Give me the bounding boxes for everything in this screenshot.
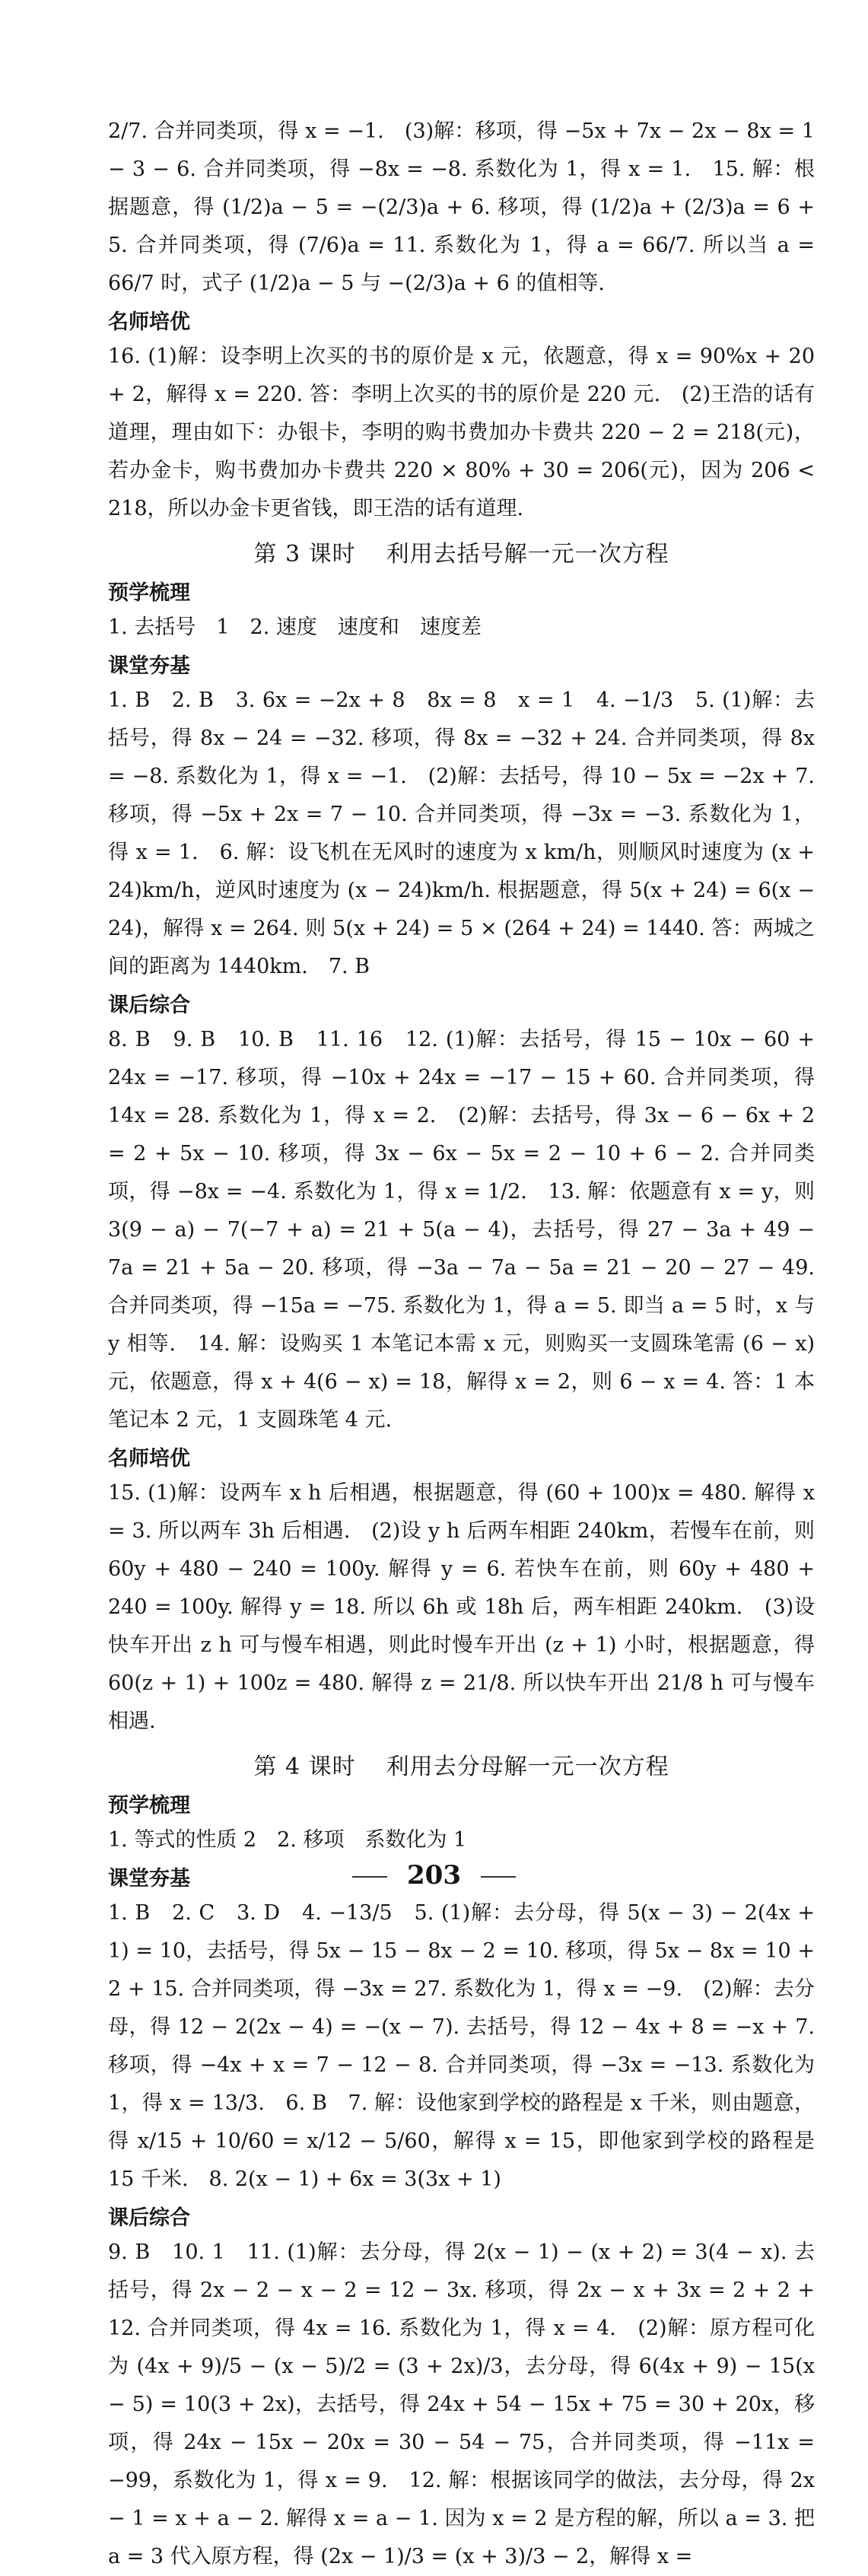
footer-dash-right xyxy=(481,1876,516,1878)
subsection-heading: 预学梳理 xyxy=(108,581,190,605)
answer-paragraph: 1. 等式的性质 2 2. 移项 系数化为 1 xyxy=(108,1828,467,1852)
answer-paragraph: 16. (1)解：设李明上次买的书的原价是 x 元，依题意，得 x = 90%x + 20 + 2，解得 x = 220. 答：李明上次买的书的原价是 220 元. (2)王浩的话有道理，理由如下：办银卡，李明的购书费加办卡费共 220 − 2 = 218(元)，若办金卡，购书费加办卡费共 220 × 80% + 30 = 206(元)，因为 206 < 218，所以办金卡更省钱，即王浩的话有道理. xyxy=(108,345,815,520)
answer-paragraph: 1. B 2. B 3. 6x = −2x + 8 8x = 8 x = 1 4. −1/3 5. (1)解：去括号，得 8x − 24 = −32. 移项，得 8x = −32 + 24. 合并同类项，得 8x = −8. 系数化为 1，得 x = −1. (2)解：去括号，得 10 − 5x = −2x + 7. 移项，得 −5x + 2x = 7 − 10. 合并同类项，得 −3x = −3. 系数化为 1，得 x = 1. 6. 解：设飞机在无风时的速度为 x km/h，则顺风时速度为 (x + 24)km/h，逆风时速度为 (x − 24)km/h. 根据题意，得 5(x + 24) = 6(x − 24)，解得 x = 264. 则 5(x + 24) = 5 × (264 + 24) = 1440. 答：两城之间的距离为 1440km. 7. B xyxy=(108,689,815,978)
answer-paragraph: 1. B 2. C 3. D 4. −13/5 5. (1)解：去分母，得 5(x − 3) − 2(4x + 1) = 10，去括号，得 5x − 15 − 8x − 2 = 10. 移项，得 5x − 8x = 10 + 2 + 15. 合并同类项，得 −3x = 27. 系数化为 1，得 x = −9. (2)解：去分母，得 12 − 2(2x − 4) = −(x − 7). 去括号，得 12 − 4x + 8 = −x + 7. 移项，得 −4x + x = 7 − 12 − 8. 合并同类项，得 −3x = −13. 系数化为 1，得 x = 13/3. 6. B 7. 解：设他家到学校的路程是 x 千米，则由题意，得 x/15 + 10/60 = x/12 − 5/60，解得 x = 15，即他家到学校的路程是 15 千米. 8. 2(x − 1) + 6x = 3(3x + 1) xyxy=(108,1901,815,2191)
answer-paragraph: 1. 去括号 1 2. 速度 速度和 速度差 xyxy=(108,615,482,639)
subsection-heading: 课后综合 xyxy=(108,994,190,1017)
subsection-heading: 名师培优 xyxy=(108,1447,190,1471)
page-number-footer xyxy=(0,1856,868,1894)
answer-paragraph: 8. B 9. B 10. B 11. 16 12. (1)解：去括号，得 15 − 10x − 60 + 24x = −17. 移项，得 −10x + 24x = −17 − 15 + 60. 合并同类项，得 14x = 28. 系数化为 1，得 x = 2. (2)解：去括号，得 3x − 6 − 6x + 2 = 2 + 5x − 10. 移项，得 3x − 6x − 5x = 2 − 10 + 6 − 2. 合并同类项，得 −8x = −4. 系数化为 1，得 x = 1/2. 13. 解：依题意有 x = y，则 3(9 − a) − 7(−7 + a) = 21 + 5(a − 4)，去括号，得 27 − 3a + 49 − 7a = 21 + 5a − 20. 移项，得 −3a − 7a − 5a = 21 − 20 − 27 − 49. 合并同类项，得 −15a = −75. 系数化为 1，得 a = 5. 即当 a = 5 时，x 与 y 相等. 14. 解：设购买 1 本笔记本需 x 元，则购买一支圆珠笔需 (6 − x) 元，依题意，得 x + 4(6 − x) = 18，解得 x = 2，则 6 − x = 4. 答：1 本笔记本 2 元，1 支圆珠笔 4 元. xyxy=(108,1028,815,1432)
subsection-heading: 名师培优 xyxy=(108,310,190,334)
answer-paragraph: 2/7. 合并同类项，得 x = −1. (3)解：移项，得 −5x + 7x − 2x − 8x = 1 − 3 − 6. 合并同类项，得 −8x = −8. 系数化为 1，得 x = 1. 15. 解：根据题意，得 (1/2)a − 5 = −(2/3)a + 6. 移项，得 (1/2)a + (2/3)a = 6 + 5. 合并同类项，得 (7/6)a = 11. 系数化为 1，得 a = 66/7. 所以当 a = 66/7 时，式子 (1/2)a − 5 与 −(2/3)a + 6 的值相等. xyxy=(108,119,815,295)
lesson-number: 第 4 课时 xyxy=(253,1754,356,1780)
subsection-heading: 课堂夯基 xyxy=(108,1867,190,1891)
subsection-heading: 预学梳理 xyxy=(108,1794,190,1818)
lesson-topic: 利用去括号解一元一次方程 xyxy=(386,541,669,568)
section-title xyxy=(108,536,815,574)
answer-paragraph: 9. B 10. 1 11. (1)解：去分母，得 2(x − 1) − (x + 2) = 3(4 − x). 去括号，得 2x − 2 − x − 2 = 12 − 3x. 移项，得 2x − x + 3x = 2 + 2 + 12. 合并同类项，得 4x = 16. 系数化为 1，得 x = 4. (2)解：原方程可化为 (4x + 9)/5 − (x − 5)/2 = (3 + 2x)/3，去分母，得 6(4x + 9) − 15(x − 5) = 10(3 + 2x)，去括号，得 24x + 54 − 15x + 75 = 30 + 20x，移项，得 24x − 15x − 20x = 30 − 54 − 75，合并同类项，得 −11x = −99，系数化为 1，得 x = 9. 12. 解：根据该同学的做法，去分母，得 2x − 1 = x + a − 2. 解得 x = a − 1. 因为 x = 2 是方程的解，所以 a = 3. 把 a = 3 代入原方程，得 (2x − 1)/3 = (x + 3)/3 − 2，解得 x = xyxy=(108,2240,815,2568)
answer-content xyxy=(108,113,815,2576)
answer-paragraph: 15. (1)解：设两车 x h 后相遇，根据题意，得 (60 + 100)x = 480. 解得 x = 3. 所以两车 3h 后相遇. (2)设 y h 后两车相距 240km，若慢车在前，则 60y + 480 − 240 = 100y. 解得 y = 6. 若快车在前，则 60y + 480 + 240 = 100y. 解得 y = 18. 所以 6h 或 18h 后，两车相距 240km. (3)设快车开出 z h 可与慢车相遇，则此时慢车开出 (z + 1) 小时，根据题意，得 60(z + 1) + 100z = 480. 解得 z = 21/8. 所以快车开出 21/8 h 可与慢车相遇. xyxy=(108,1481,815,1733)
subsection-heading: 课后综合 xyxy=(108,2206,190,2230)
subsection-heading: 课堂夯基 xyxy=(108,654,190,678)
lesson-number: 第 3 课时 xyxy=(253,541,356,568)
lesson-topic: 利用去分母解一元一次方程 xyxy=(386,1754,669,1780)
page-number: 203 xyxy=(407,1860,461,1891)
section-title xyxy=(108,1748,815,1786)
footer-dash-left xyxy=(352,1876,387,1878)
